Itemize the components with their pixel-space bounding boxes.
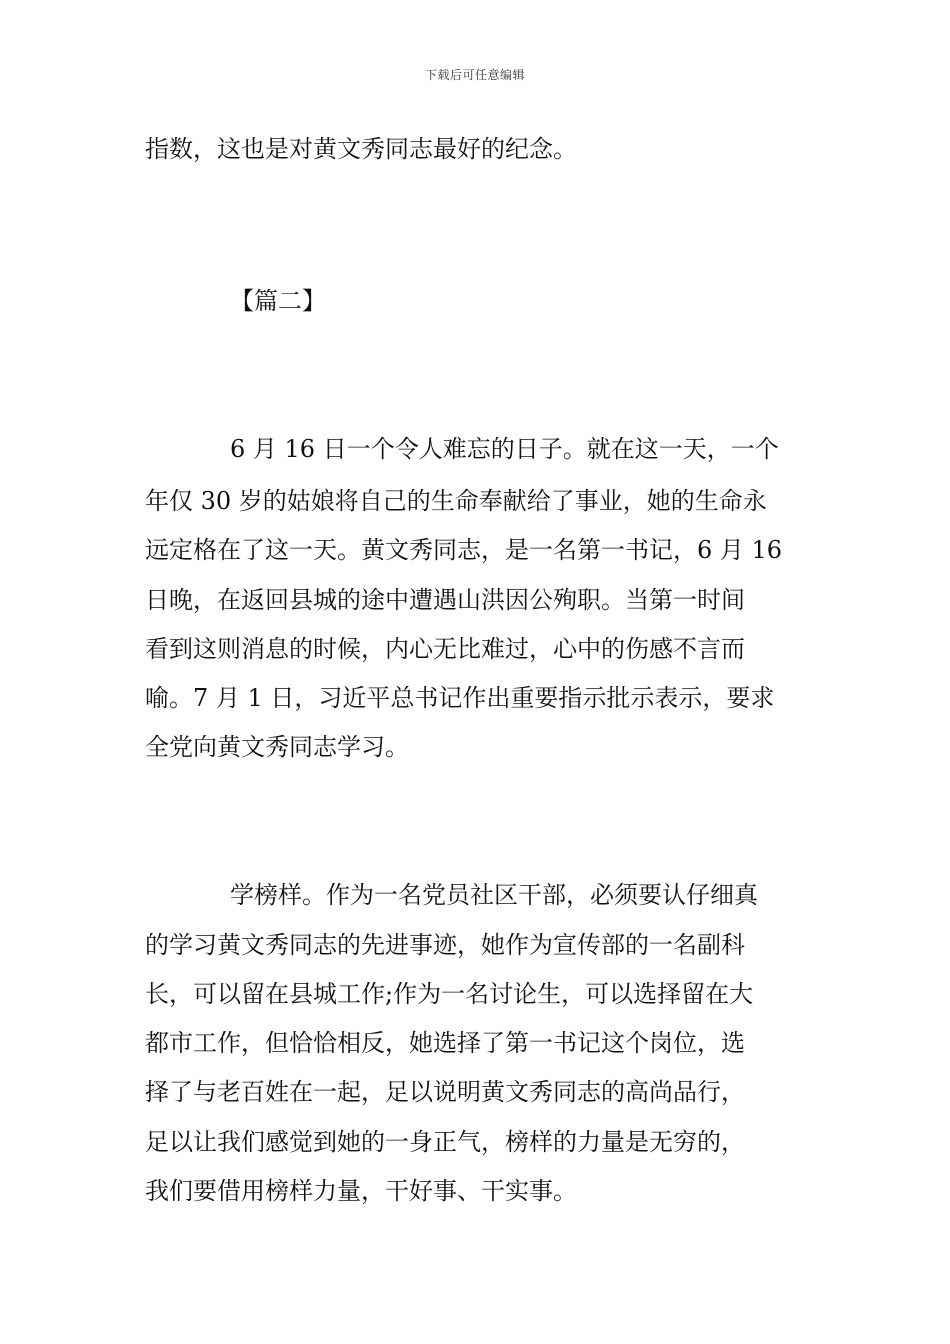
text-line: 长，可以留在县城工作;作为一名讨论生，可以选择留在大	[145, 980, 754, 1008]
text-line: 足以让我们感觉到她的一身正气，榜样的力量是无穷的，	[145, 1128, 745, 1156]
text-line: 喻。7 月 1 日，习近平总书记作出重要指示批示表示，要求	[145, 684, 775, 712]
text-line: 都市工作，但恰恰相反，她选择了第一书记这个岗位，选	[145, 1029, 745, 1057]
text-line: 年仅 30 岁的姑娘将自己的生命奉献给了事业，她的生命永	[145, 487, 767, 515]
text-line: 的学习黄文秀同志的先进事迹，她作为宣传部的一名副科	[145, 931, 745, 959]
text-line: 我们要借用榜样力量，干好事、干实事。	[145, 1177, 577, 1205]
page-header: 下载后可任意编辑	[424, 68, 525, 82]
text-line: 6 月 16 日一个令人难忘的日子。就在这一天，一个	[230, 435, 779, 463]
text-line: 看到这则消息的时候，内心无比难过，心中的伤感不言而	[145, 635, 745, 663]
section-heading: 【篇二】	[230, 287, 326, 315]
text-line: 全党向黄文秀同志学习。	[145, 733, 409, 761]
text-line: 学榜样。作为一名党员社区干部，必须要认仔细真	[230, 881, 758, 909]
text-line: 远定格在了这一天。黄文秀同志，是一名第一书记，6 月 16	[145, 536, 783, 564]
text-line: 指数，这也是对黄文秀同志最好的纪念。	[145, 135, 577, 163]
text-line: 择了与老百姓在一起，足以说明黄文秀同志的高尚品行，	[145, 1078, 745, 1106]
text-line: 日晚，在返回县城的途中遭遇山洪因公殉职。当第一时间	[145, 586, 745, 614]
